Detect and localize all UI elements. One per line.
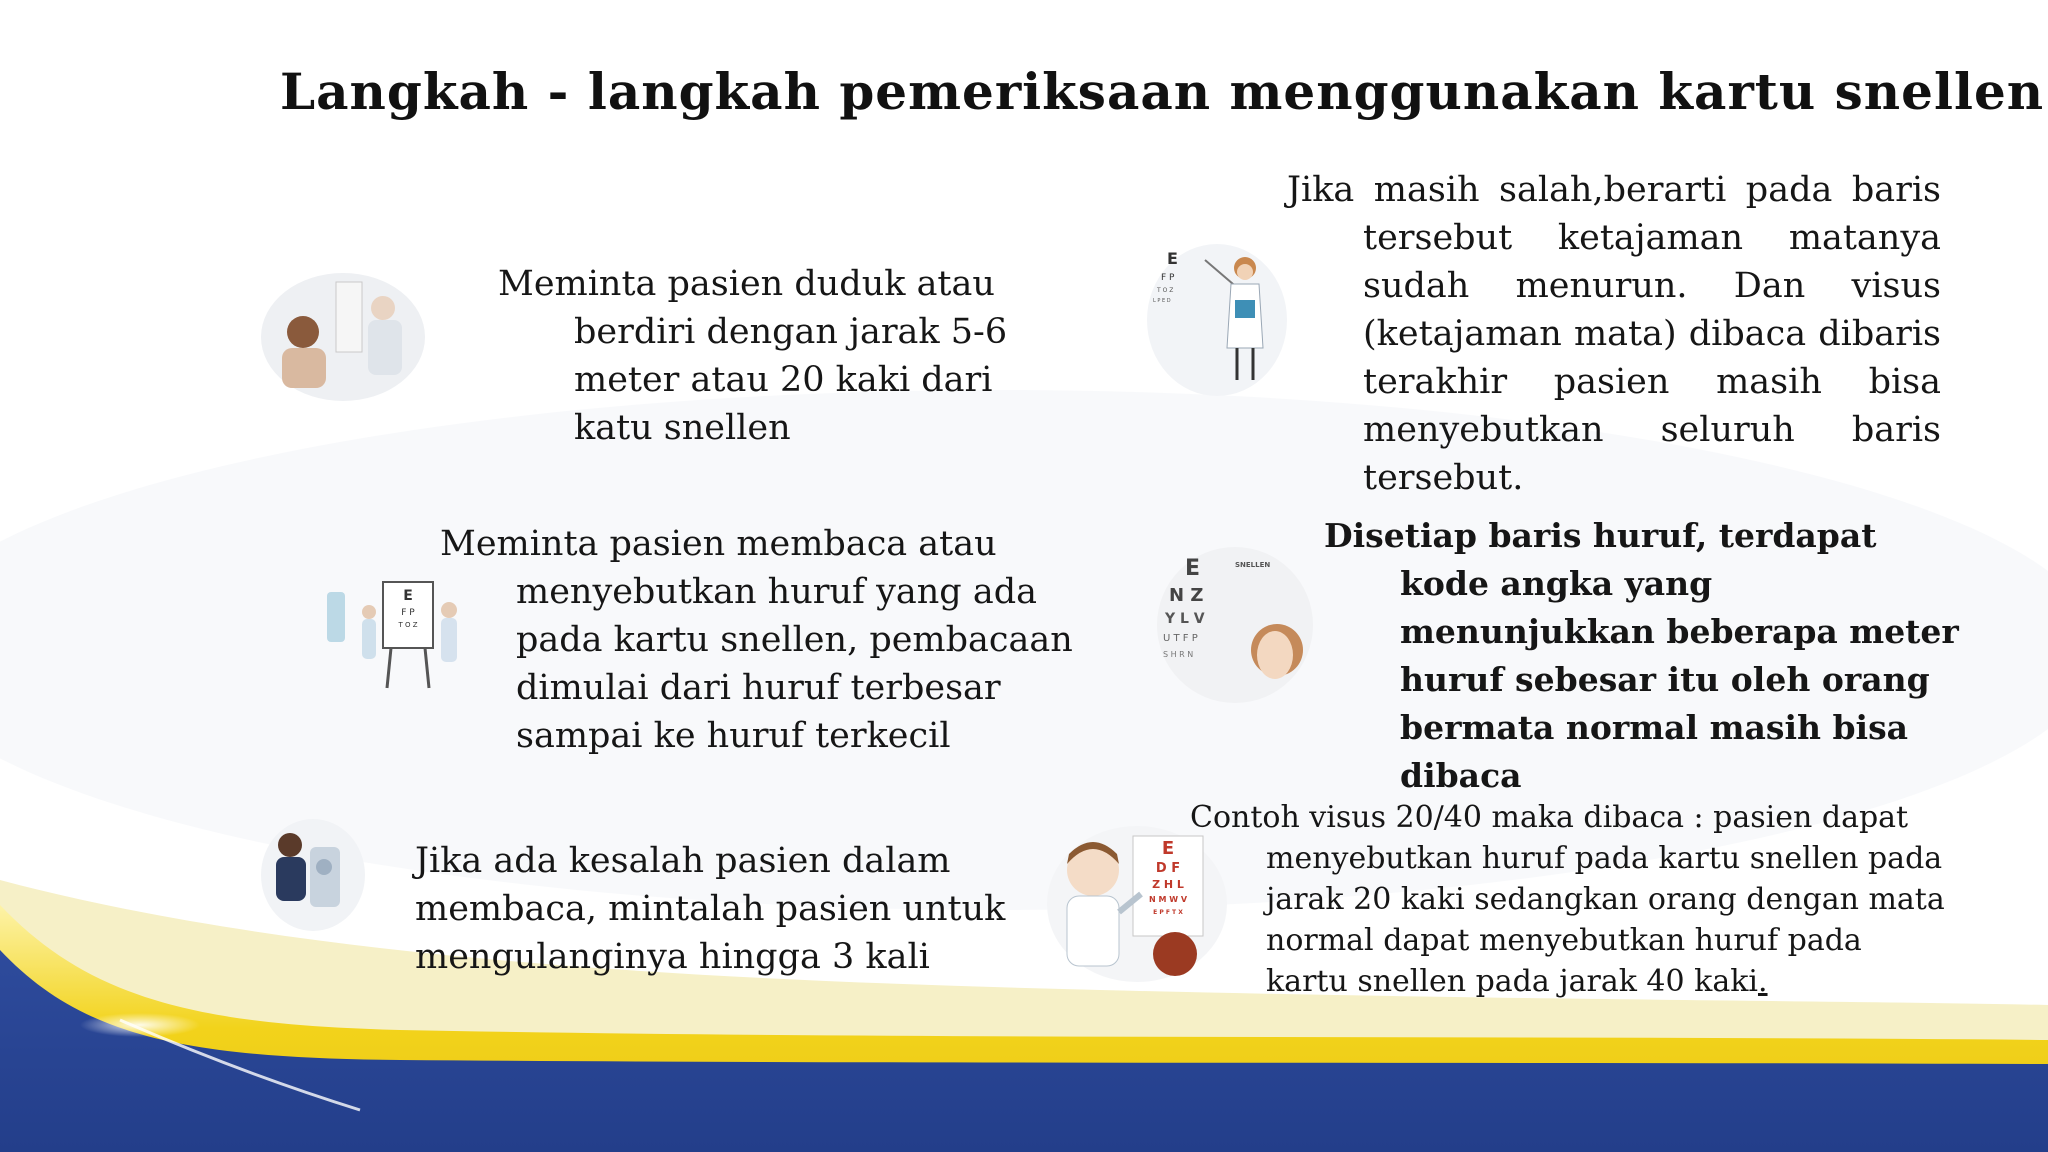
chart-b-line-4: L P E D [1153,298,1171,304]
chart-a-line-1: E [403,588,413,604]
step-3-block [415,837,1055,981]
step-4-block [1287,166,1941,502]
chart-d-line-3: Z H L [1152,878,1184,891]
step-6-end: . [1757,964,1768,999]
chart-c-line-4: U T F P [1163,633,1198,644]
chart-d-line-4: N M W V [1148,895,1188,904]
step-2-block [440,520,1080,760]
chart-a-line-2: F P [401,608,415,618]
snellen-woman-illustration [1155,545,1315,705]
chart-b-line-1: E [1167,249,1178,268]
chart-c-line-3: Y L V [1165,611,1205,627]
chart-c-line-2: N Z [1169,585,1204,606]
doctor-chart-illustration [1145,240,1290,400]
step-5-text: Disetiap baris huruf, terdapat kode angka yang menunjukkan beberapa meter huruf sebesar itu oleh orang bermata normal masih bisa dibaca [1324,516,1959,795]
step-6-block [1190,797,1950,1002]
step-4-text: Jika masih salah,berarti pada baris tersebut ketajaman matanya sudah menurun. Dan visus (ketajaman mata) dibaca dibaris terakhir pasien masih bisa menyebutkan seluruh baris tersebut. [1287,170,1941,498]
page-title: Langkah - langkah pemeriksaan menggunakan kartu snellen [280,62,2045,121]
chart-a-line-3: T O Z [398,621,418,629]
chart-b-line-2: F P [1161,273,1175,283]
eye-exam-illustration [258,815,368,935]
chart-d-line-5: E P F T X [1153,909,1183,916]
step-1-text: Meminta pasien duduk atau berdiri dengan jarak 5-6 meter atau 20 kaki dari katu snellen [498,264,1008,448]
chart-c-line-5: S H R N [1163,650,1194,659]
step-5-block [1324,512,1964,800]
patient-exam-illustration [258,270,428,405]
step-1-block [498,260,1018,452]
chart-c-line-1: E [1185,556,1201,581]
step-3-text: Jika ada kesalah pasien dalam membaca, mintalah pasien untuk mengulanginya hingga 3 kali [415,841,1006,977]
chart-b-line-3: T O Z [1157,287,1174,294]
step-6-text: Contoh visus 20/40 maka dibaca : pasien dapat menyebutkan huruf pada kartu snellen pada jarak 20 kaki sedangkan orang dengan mata normal dapat menyebutkan huruf pada kartu snellen pada jarak 40 kaki [1190,800,1945,999]
chart-c-header: SNELLEN [1235,561,1271,569]
chart-d-line-2: D F [1155,861,1181,876]
chart-d-line-1: E [1161,838,1175,859]
step-2-text: Meminta pasien membaca atau menyebutkan huruf yang ada pada kartu snellen, pembacaan dimulai dari huruf terbesar sampai ke huruf terkecil [440,524,1073,756]
